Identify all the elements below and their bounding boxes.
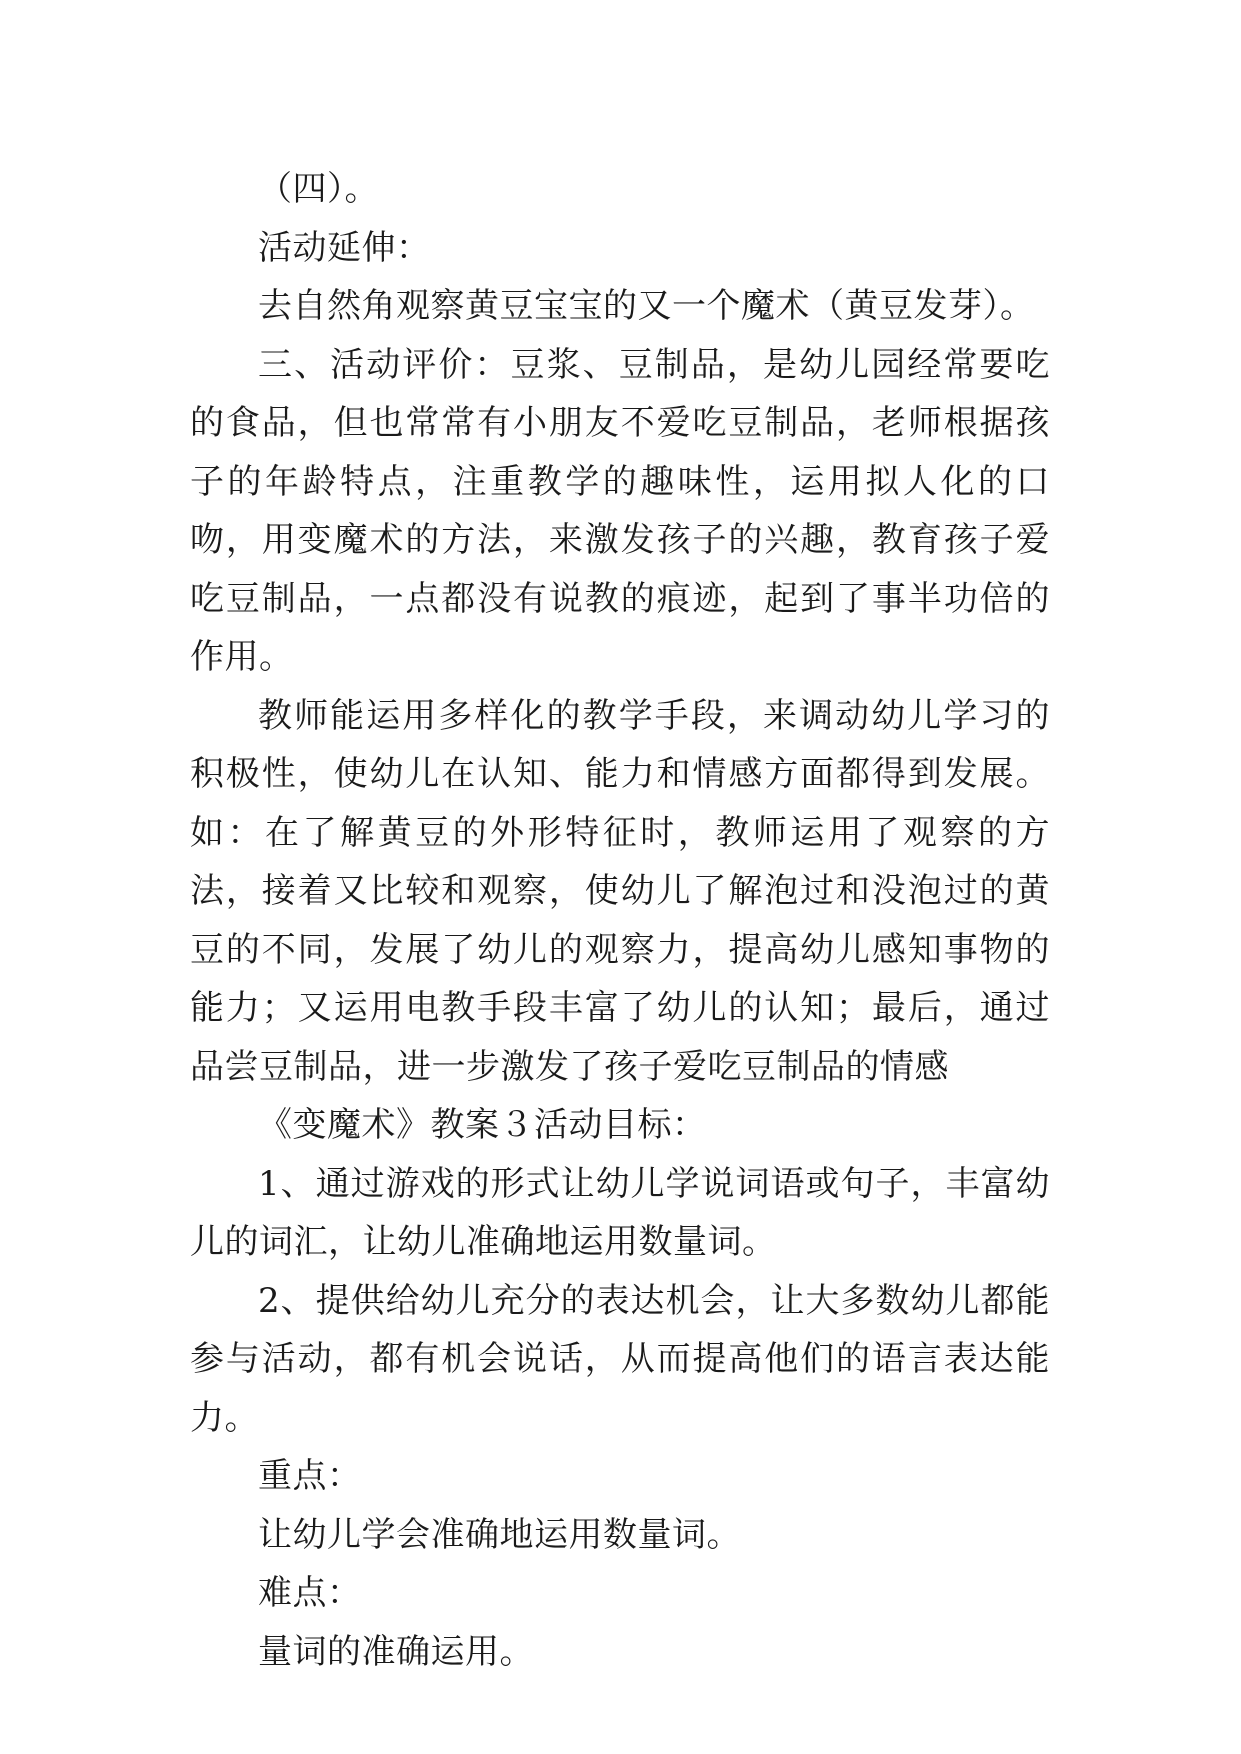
paragraph-section-four: （四）。	[258, 169, 379, 209]
paragraph-key-point-heading: 重点：	[258, 1456, 362, 1496]
paragraph-goal-one: 1、通过游戏的形式让幼儿学说词语或句子，丰富幼儿的词汇，让幼儿准确地运用数量词。	[190, 1163, 1050, 1262]
paragraph-extension-content: 去自然角观察黄豆宝宝的又一个魔术（黄豆发芽）。	[258, 286, 1035, 326]
paragraph-lesson-three-goals: 《变魔术》教案３活动目标：	[258, 1105, 707, 1145]
paragraph-difficulty-content: 量词的准确运用。	[258, 1631, 534, 1672]
document-body	[190, 160, 1050, 1681]
paragraph-goal-two: 2、提供给幼儿充分的表达机会，让大多数幼儿都能参与活动，都有机会说话，从而提高他们的语言表达能力。	[190, 1280, 1050, 1438]
paragraph-extension-heading: 活动延伸：	[258, 227, 431, 268]
paragraph-difficulty-heading: 难点：	[258, 1573, 362, 1613]
paragraph-teaching-methods: 教师能运用多样化的教学手段，来调动幼儿学习的积极性，使幼儿在认知、能力和情感方面都得到发展。如：在了解黄豆的外形特征时，教师运用了观察的方法，接着又比较和观察，使幼儿了解泡过和没泡过的黄豆的不同，发展了幼儿的观察力，提高幼儿感知事物的能力；又运用电教手段丰富了幼儿的认知；最后，通过品尝豆制品，进一步激发了孩子爱吃豆制品的情感	[190, 695, 1050, 1087]
paragraph-evaluation: 三、活动评价：豆浆、豆制品，是幼儿园经常要吃的食品，但也常常有小朋友不爱吃豆制品，老师根据孩子的年龄特点，注重教学的趣味性，运用拟人化的口吻，用变魔术的方法，来激发孩子的兴趣，教育孩子爱吃豆制品，一点都没有说教的痕迹，起到了事半功倍的作用。	[190, 344, 1050, 677]
paragraph-key-point-content: 让幼儿学会准确地运用数量词。	[258, 1514, 741, 1555]
